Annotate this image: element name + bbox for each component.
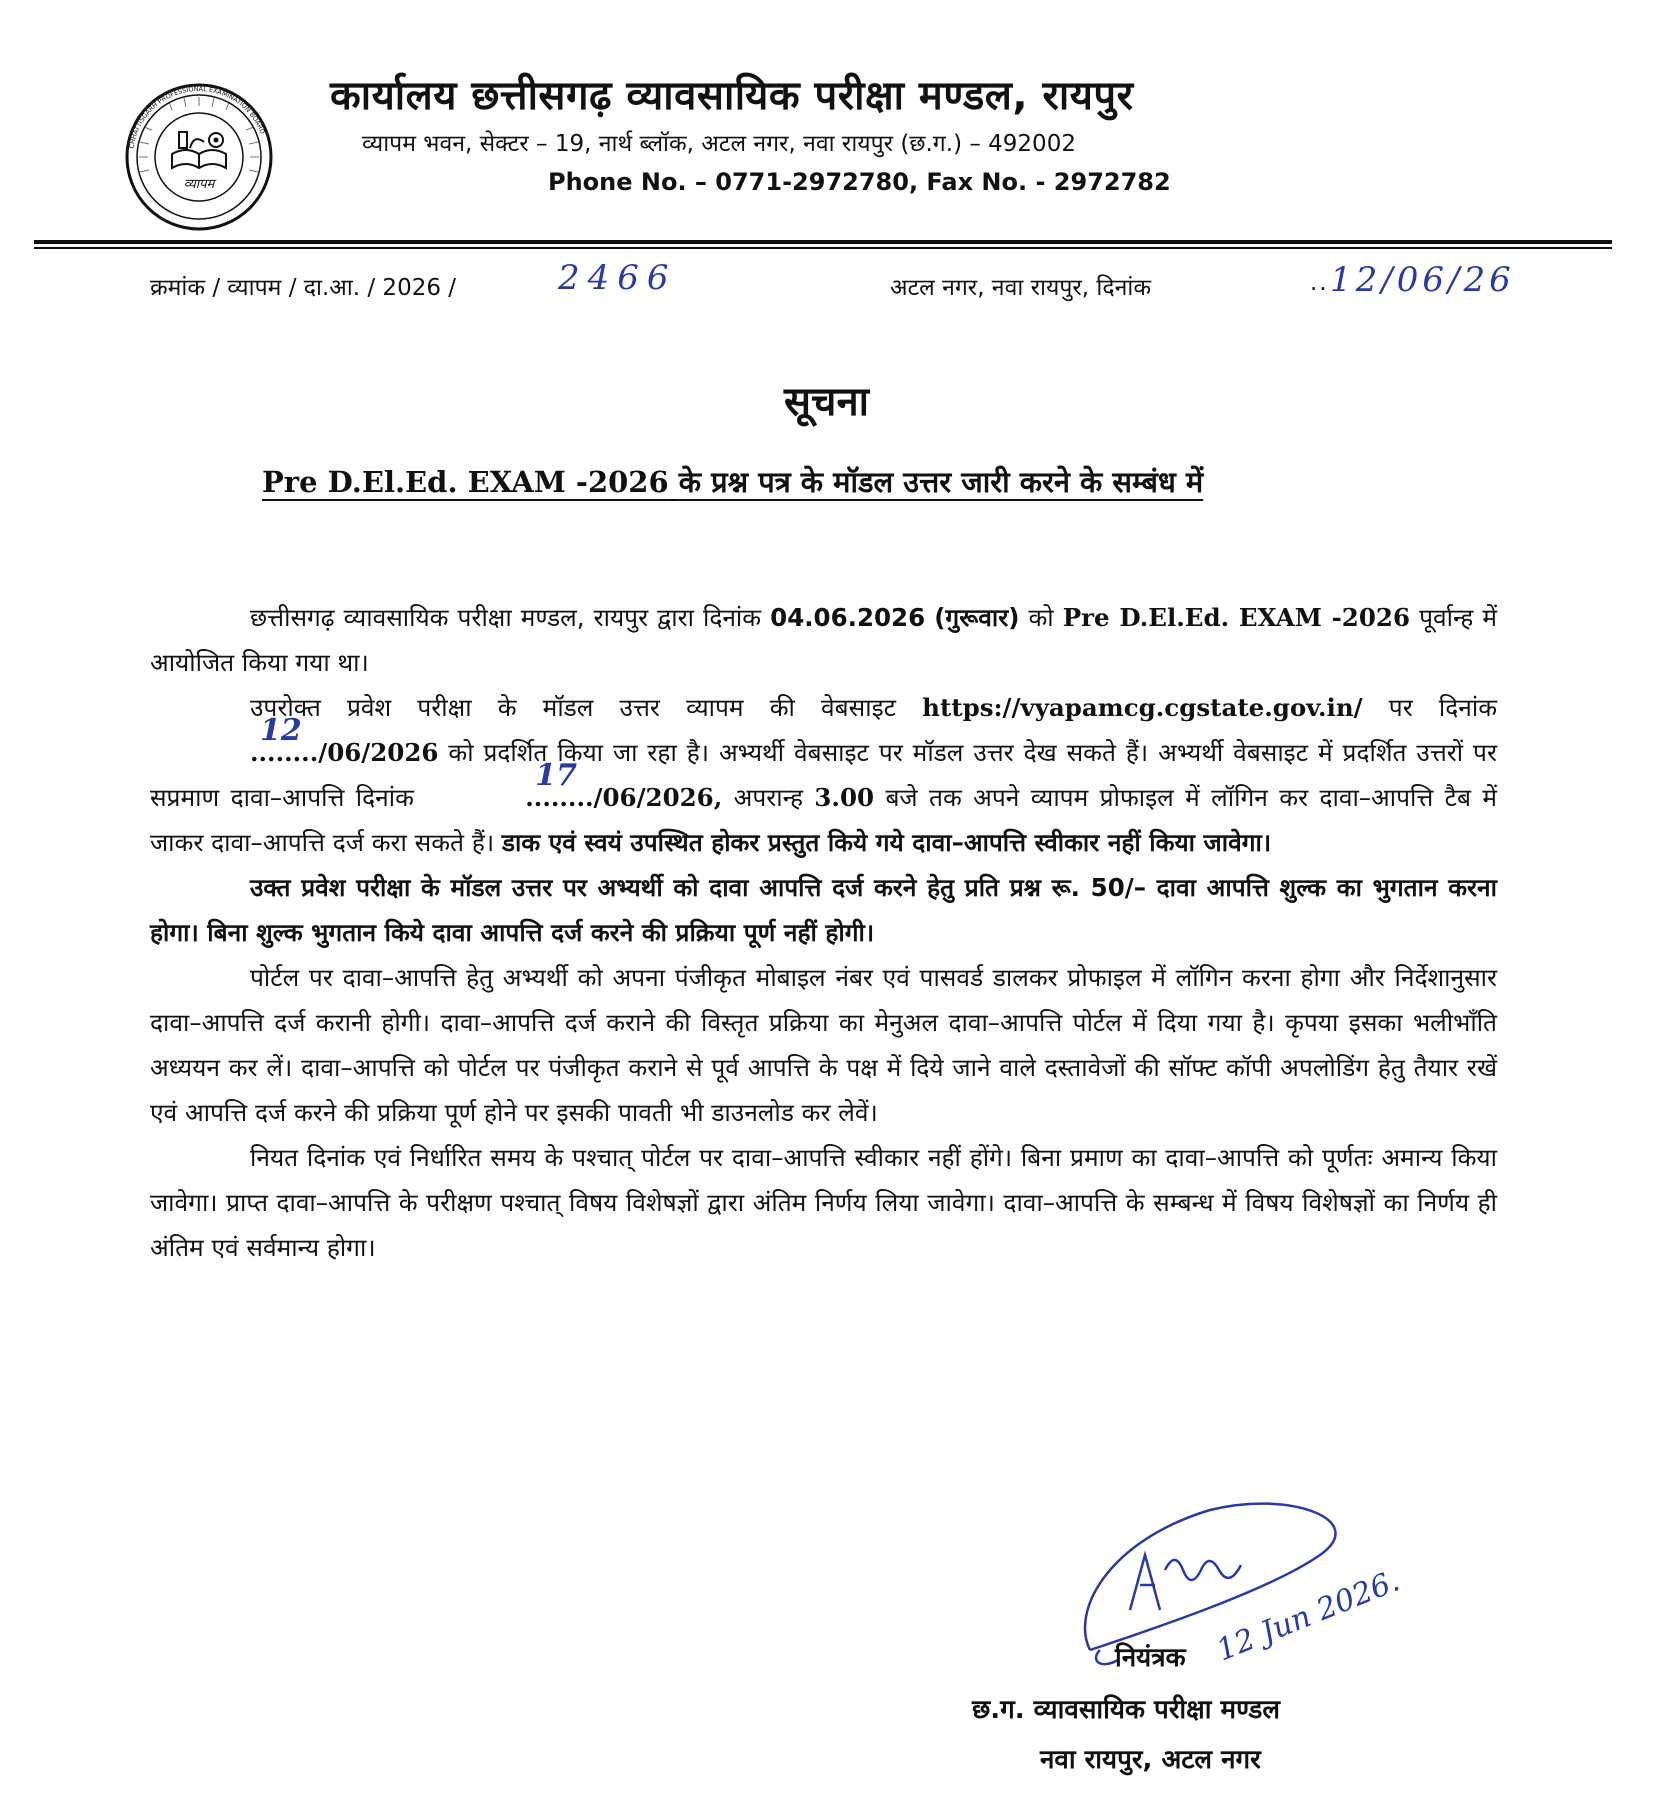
display-date [150, 713, 439, 775]
p2-bold-note: डाक एवं स्वयं उपस्थित होकर प्रस्तुत किये गये दावा–आपत्ति स्वीकार नहीं किया जावेगा। [501, 828, 1272, 857]
subject-text: के प्रश्न पत्र के मॉडल उत्तर जारी करने के सम्बंध में [678, 465, 1204, 499]
vyapam-seal-logo [124, 82, 274, 232]
issue-date-handwritten: 12/06/26 [1330, 260, 1515, 300]
signature-date-handwritten: 12 Jun 2026. [1211, 1563, 1405, 1669]
paragraph-2 [150, 685, 1497, 865]
exam-name: Pre D.El.Ed. EXAM -2026 [1062, 603, 1411, 632]
p2-text-c: को प्रदर्शित किया जा रहा है। अभ्यर्थी वेबसाइट पर मॉडल उत्तर देख सकते हैं। अभ्यर्थी वेबसाइट में प्रदर्शित उत्तरों पर सप्रमाण दावा–आपत्ति दिनांक [150, 738, 1497, 812]
notice-title: सूचना [784, 379, 869, 425]
notice-body [150, 595, 1497, 1270]
paragraph-1 [150, 595, 1497, 685]
p2-text-e: बजे तक अपने व्यापम प्रोफाइल में लॉगिन कर दावा–आपत्ति टैब में जाकर दावा–आपत्ति दर्ज करा सकते हैं। [150, 783, 1498, 857]
paragraph-3: उक्त प्रवेश परीक्षा के मॉडल उत्तर पर अभ्यर्थी को दावा आपत्ति दर्ज करने हेतु प्रति प्रश्न रू. 50/– दावा आपत्ति शुल्क का भुगतान करना होगा। बिना शुल्क भुगतान किये दावा आपत्ति दर्ज करने की प्रक्रिया पूर्ण नहीं होगी। [150, 873, 1497, 947]
notice-subject [262, 462, 1392, 501]
seal-ring-text: CHHATTISGARH PROFESSIONAL EXAMINATION BOARD [127, 84, 267, 150]
p2-text-a: उपरोक्त प्रवेश परीक्षा के मॉडल उत्तर व्यापम की वेबसाइट [250, 693, 896, 722]
objection-time: 3.00 [814, 783, 875, 812]
objection-date [425, 758, 723, 820]
objection-date-blank: ........ [525, 783, 594, 812]
org-name: कार्यालय छत्तीसगढ़ व्यावसायिक परीक्षा मण्डल, रायपुर [330, 73, 1134, 119]
header-divider-thin [34, 247, 1612, 249]
p2-text-d: अपरान्ह [733, 783, 803, 812]
display-date-blank: ........ [250, 738, 319, 767]
p1-text-b: को [1028, 603, 1054, 632]
website-url[interactable]: https://vyapamcg.cgstate.gov.in/ [922, 693, 1363, 722]
paragraph-4: पोर्टल पर दावा–आपत्ति हेतु अभ्यर्थी को अपना पंजीकृत मोबाइल नंबर एवं पासवर्ड डालकर प्रोफाइल में लॉगिन करना होगा और निर्देशानुसार दावा–आपत्ति दर्ज करानी होगी। दावा–आपत्ति दर्ज कराने की विस्तृत प्रक्रिया का मेनुअल दावा–आपत्ति पोर्टल में दिया गया है। कृपया इसका भलीभाँति अध्ययन कर लें। दावा–आपत्ति को पोर्टल पर पंजीकृत कराने से पूर्व आपत्ति के पक्ष में दिये जाने वाले दस्तावेजों की सॉफ्ट कॉपी अपलोडिंग हेतु तैयार रखें एवं आपत्ति दर्ज करने की प्रक्रिया पूर्ण होने पर इसकी पावती भी डाउनलोड कर लेवें। [150, 963, 1497, 1127]
org-contact: Phone No. – 0771-2972780, Fax No. - 2972782 [548, 168, 1171, 196]
reference-prefix: क्रमांक / व्यापम / दा.आ. / 2026 / [150, 275, 457, 301]
signatory-designation: नियंत्रक [1115, 1643, 1186, 1673]
objection-date-suffix: /06/2026, [593, 783, 723, 812]
p1-text-c: पूर्वान्ह में आयोजित किया गया था। [150, 603, 1497, 677]
display-date-handwritten: 12 [260, 713, 302, 748]
exam-day: (गुरूवार) [934, 603, 1020, 632]
p2-text-b: पर दिनांक [1388, 693, 1498, 722]
reference-number-handwritten: 2466 [558, 258, 677, 298]
display-date-suffix: /06/2026 [318, 738, 439, 767]
header-divider-thick [34, 240, 1612, 244]
paragraph-5: नियत दिनांक एवं निर्धारित समय के पश्चात् पोर्टल पर दावा–आपत्ति स्वीकार नहीं होंगे। बिना प्रमाण का दावा–आपत्ति को पूर्णतः अमान्य किया जावेगा। प्राप्त दावा–आपत्ति के परीक्षण पश्चात् विषय विशेषज्ञों द्वारा अंतिम निर्णय लिया जावेगा। दावा–आपत्ति के सम्बन्ध में विषय विशेषज्ञों का निर्णय ही अंतिम एवं सर्वमान्य होगा। [150, 1143, 1497, 1262]
place-date-label: अटल नगर, नवा रायपुर, दिनांक [890, 275, 1151, 301]
seal-name: व्यापम [183, 177, 215, 192]
subject-exam-name: Pre D.El.Ed. EXAM -2026 [262, 465, 669, 499]
p1-text-a: छत्तीसगढ़ व्यावसायिक परीक्षा मण्डल, रायपुर द्वारा दिनांक [250, 603, 762, 632]
objection-date-handwritten: 17 [535, 758, 578, 793]
signatory-place: नवा रायपुर, अटल नगर [1040, 1745, 1261, 1775]
signatory-organization: छ.ग. व्यावसायिक परीक्षा मण्डल [972, 1695, 1280, 1725]
exam-date: 04.06.2026 [770, 603, 926, 632]
date-dots: .. [1310, 270, 1329, 296]
org-address: व्यापम भवन, सेक्टर – 19, नार्थ ब्लॉक, अटल नगर, नवा रायपुर (छ.ग.) – 492002 [362, 131, 1076, 157]
